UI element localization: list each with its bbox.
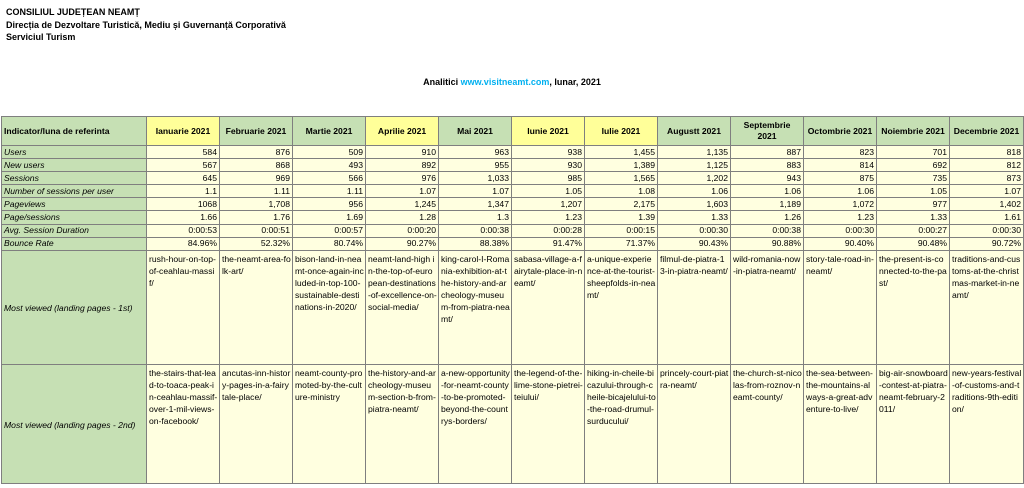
metric-value: 1,207 [512,198,585,211]
service-name: Serviciul Turism [6,32,76,42]
metric-value: 818 [950,146,1024,159]
landing-page-slug: neamt-land-high in-the-top-of-european-destinations-of-excellence-on-social-media/ [366,250,439,364]
month-header-cell: Iulie 2021 [585,117,658,146]
landing-page-slug: the-sea-between-the-mountains-always-a-great-adventure-to-live/ [804,364,877,483]
metric-value: 1.1 [147,185,220,198]
metric-value: 1.39 [585,211,658,224]
metric-value: 956 [293,198,366,211]
metric-value: 0:00:57 [293,224,366,237]
metric-value: 84.96% [147,237,220,250]
metric-value: 90.27% [366,237,439,250]
month-header-cell: Octombrie 2021 [804,117,877,146]
landing-page-slug: ancutas-inn-history-pages-in-a-fairytale-place/ [220,364,293,483]
metric-value: 1,033 [439,172,512,185]
landing-pages-label: Most viewed (landing pages - 1st) [2,250,147,364]
analytics-table [1,116,1024,484]
metric-value: 0:00:30 [804,224,877,237]
landing-page-slug: the-church-st-nicolas-from-roznov-neamt-county/ [731,364,804,483]
metric-value: 692 [877,159,950,172]
metric-value: 1,389 [585,159,658,172]
landing-page-slug: sabasa-village-a-fairytale-place-in-neamt/ [512,250,585,364]
metric-value: 90.88% [731,237,804,250]
metric-value: 566 [293,172,366,185]
metric-value: 701 [877,146,950,159]
metric-row [2,237,1024,250]
table-header-row [2,117,1024,146]
metric-value: 868 [220,159,293,172]
metric-row [2,146,1024,159]
metric-value: 0:00:38 [439,224,512,237]
metric-value: 509 [293,146,366,159]
month-header-cell: Martie 2021 [293,117,366,146]
metric-value: 735 [877,172,950,185]
landing-page-slug: new-years-festival-of-customs-and-traditions-9th-edition/ [950,364,1024,483]
metric-value: 976 [366,172,439,185]
metric-value: 1,202 [658,172,731,185]
metric-value: 1.07 [439,185,512,198]
metric-value: 977 [877,198,950,211]
metric-value: 90.40% [804,237,877,250]
landing-page-slug: the-stairs-that-lead-to-toaca-peak-in-ceahlau-massif-over-1-mil-views-on-facebook/ [147,364,220,483]
institution-name: CONSILIUL JUDEȚEAN NEAMȚ [6,7,140,17]
metric-label: Number of sessions per user [2,185,147,198]
metric-value: 90.43% [658,237,731,250]
title-prefix: Analitici [423,77,461,87]
metric-value: 1,708 [220,198,293,211]
metric-value: 1.07 [950,185,1024,198]
header-corner-cell: Indicator/luna de referinta [2,117,147,146]
metric-value: 1.61 [950,211,1024,224]
metric-value: 1.33 [877,211,950,224]
metric-value: 963 [439,146,512,159]
metric-value: 90.48% [877,237,950,250]
metric-label: Avg. Session Duration [2,224,147,237]
landing-page-slug: bison-land-in-neamt-once-again-included-in-top-100-sustainable-destinations-in-2020/ [293,250,366,364]
metric-value: 1.06 [731,185,804,198]
metric-value: 71.37% [585,237,658,250]
metric-value: 80.74% [293,237,366,250]
landing-pages-2nd-row [2,364,1024,483]
metric-label: Page/sessions [2,211,147,224]
metric-value: 91.47% [512,237,585,250]
metric-value: 1.06 [804,185,877,198]
metric-value: 1068 [147,198,220,211]
month-header-cell: Februarie 2021 [220,117,293,146]
landing-page-slug: traditions-and-customs-at-the-christmas-market-in-neamt/ [950,250,1024,364]
metric-value: 892 [366,159,439,172]
metric-value: 823 [804,146,877,159]
landing-page-slug: hiking-in-cheile-bicazului-through-cheile-bicajelului-to-the-road-drumul-surducului/ [585,364,658,483]
landing-page-slug: princely-court-piatra-neamt/ [658,364,731,483]
metric-value: 910 [366,146,439,159]
landing-page-slug: the-legend-of-the-lime-stone-pietrei-teiului/ [512,364,585,483]
month-header-cell: Augustt 2021 [658,117,731,146]
landing-page-slug: rush-hour-on-top-of-ceahlau-massif/ [147,250,220,364]
metric-value: 955 [439,159,512,172]
metric-value: 1,565 [585,172,658,185]
metric-value: 887 [731,146,804,159]
metric-value: 1.33 [658,211,731,224]
metric-value: 90.72% [950,237,1024,250]
metric-row [2,198,1024,211]
metric-value: 883 [731,159,804,172]
month-header-cell: Noiembrie 2021 [877,117,950,146]
metric-label: Pageviews [2,198,147,211]
landing-page-slug: filmul-de-piatra-13-in-piatra-neamt/ [658,250,731,364]
metric-row [2,159,1024,172]
metric-value: 1.26 [731,211,804,224]
landing-page-slug: the-neamt-area-folk-art/ [220,250,293,364]
metric-value: 1,135 [658,146,731,159]
month-header-cell: Ianuarie 2021 [147,117,220,146]
metric-value: 1,603 [658,198,731,211]
metric-value: 1.08 [585,185,658,198]
metric-value: 1.05 [512,185,585,198]
metric-value: 1.11 [220,185,293,198]
metric-label: New users [2,159,147,172]
landing-page-slug: wild-romania-now-in-piatra-neamt/ [731,250,804,364]
metric-value: 876 [220,146,293,159]
metric-value: 1,189 [731,198,804,211]
metric-row [2,172,1024,185]
site-link[interactable]: www.visitneamt.com [460,77,550,87]
metric-value: 0:00:51 [220,224,293,237]
metric-value: 1.06 [658,185,731,198]
metric-value: 1.23 [512,211,585,224]
landing-page-slug: the-history-and-archeology-museum-section-b-from-piatra-neamt/ [366,364,439,483]
metric-row [2,185,1024,198]
metric-value: 985 [512,172,585,185]
metric-value: 1,347 [439,198,512,211]
metric-value: 0:00:27 [877,224,950,237]
metric-value: 1.05 [877,185,950,198]
month-header-cell: Mai 2021 [439,117,512,146]
metric-value: 1.66 [147,211,220,224]
month-header-cell: Iunie 2021 [512,117,585,146]
metric-value: 1,072 [804,198,877,211]
metric-value: 1,455 [585,146,658,159]
metric-value: 814 [804,159,877,172]
directorate-name: Direcția de Dezvoltare Turistică, Mediu și Guvernanță Corporativă [6,19,286,30]
institution-header [6,6,286,44]
landing-page-slug: king-carol-I-Romania-exhibition-at-the-history-and-archeology-museum-from-piatra-neamt/ [439,250,512,364]
metric-value: 0:00:53 [147,224,220,237]
metric-value: 0:00:15 [585,224,658,237]
metric-value: 1.3 [439,211,512,224]
month-header-cell: Septembrie 2021 [731,117,804,146]
metric-value: 584 [147,146,220,159]
metric-value: 873 [950,172,1024,185]
metric-value: 1.11 [293,185,366,198]
landing-page-slug: story-tale-road-in-neamt/ [804,250,877,364]
landing-pages-1st-row [2,250,1024,364]
metric-value: 1.69 [293,211,366,224]
metric-value: 0:00:28 [512,224,585,237]
metric-label: Users [2,146,147,159]
metric-value: 1.23 [804,211,877,224]
metric-value: 1.28 [366,211,439,224]
metric-row [2,211,1024,224]
metric-value: 1,125 [658,159,731,172]
month-header-cell: Decembrie 2021 [950,117,1024,146]
metric-value: 1.07 [366,185,439,198]
metric-value: 812 [950,159,1024,172]
metric-value: 2,175 [585,198,658,211]
landing-page-slug: a-unique-experience-at-the-tourist-sheepfolds-in-neamt/ [585,250,658,364]
metric-value: 0:00:20 [366,224,439,237]
metric-value: 1,245 [366,198,439,211]
metric-value: 930 [512,159,585,172]
landing-pages-label: Most viewed (landing pages - 2nd) [2,364,147,483]
metric-value: 645 [147,172,220,185]
metric-value: 1.76 [220,211,293,224]
report-title [0,77,1024,87]
metric-value: 88.38% [439,237,512,250]
landing-page-slug: a-new-opportunity-for-neamt-county-to-be-promoted-beyond-the-countrys-borders/ [439,364,512,483]
metric-value: 0:00:30 [950,224,1024,237]
metric-value: 938 [512,146,585,159]
metric-value: 875 [804,172,877,185]
metric-value: 567 [147,159,220,172]
metric-label: Bounce Rate [2,237,147,250]
landing-page-slug: big-air-snowboard-contest-at-piatra-neamt-february-2011/ [877,364,950,483]
landing-page-slug: neamt-county-promoted-by-the-culture-ministry [293,364,366,483]
metric-value: 0:00:30 [658,224,731,237]
metric-row [2,224,1024,237]
metric-value: 0:00:38 [731,224,804,237]
month-header-cell: Aprilie 2021 [366,117,439,146]
title-suffix: , lunar, 2021 [549,77,601,87]
metric-value: 1,402 [950,198,1024,211]
landing-page-slug: the-present-is-connected-to-the-past/ [877,250,950,364]
metric-label: Sessions [2,172,147,185]
metric-value: 943 [731,172,804,185]
metric-value: 52.32% [220,237,293,250]
metric-value: 493 [293,159,366,172]
metric-value: 969 [220,172,293,185]
